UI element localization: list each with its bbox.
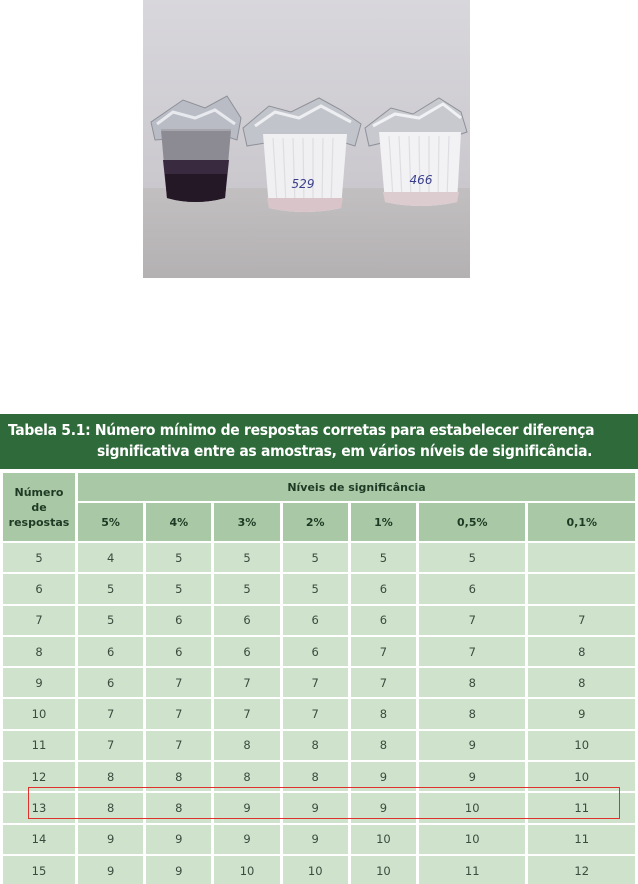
value-cell: 9 — [78, 825, 143, 854]
table-row — [3, 574, 635, 603]
level-header: 4% — [146, 503, 211, 541]
value-cell: 9 — [146, 856, 211, 884]
table-row — [3, 731, 635, 760]
value-cell: 6 — [146, 637, 211, 666]
value-cell: 9 — [283, 793, 348, 822]
row-number-cell: 15 — [3, 856, 75, 884]
value-cell: 6 — [146, 606, 211, 635]
value-cell: 8 — [214, 731, 279, 760]
row-header-line1: Número — [14, 485, 64, 499]
table-title-line1: Tabela 5.1: Número mínimo de respostas corretas para estabelecer diferença — [8, 421, 595, 439]
value-cell: 8 — [146, 793, 211, 822]
level-header: 5% — [78, 503, 143, 541]
row-number-cell: 12 — [3, 762, 75, 791]
value-cell: 11 — [419, 856, 525, 884]
value-cell: 6 — [283, 606, 348, 635]
table-caption — [0, 414, 638, 469]
table-title-line2: significativa entre as amostras, em vários níveis de significância. — [97, 442, 593, 460]
value-cell: 8 — [283, 731, 348, 760]
value-cell: 8 — [214, 762, 279, 791]
row-header-number-of-responses — [3, 473, 75, 541]
value-cell — [528, 574, 635, 603]
value-cell: 8 — [419, 668, 525, 697]
level-header: 2% — [283, 503, 348, 541]
value-cell: 8 — [528, 637, 635, 666]
sample-cups-photo — [143, 0, 470, 278]
value-cell: 5 — [214, 543, 279, 572]
value-cell: 6 — [419, 574, 525, 603]
value-cell: 9 — [419, 731, 525, 760]
table-row — [3, 637, 635, 666]
significance-table-section — [0, 414, 638, 884]
table-row — [3, 699, 635, 728]
row-number-cell: 6 — [3, 574, 75, 603]
value-cell: 9 — [214, 793, 279, 822]
value-cell: 8 — [351, 699, 416, 728]
row-number-cell: 9 — [3, 668, 75, 697]
value-cell: 5 — [214, 574, 279, 603]
value-cell: 7 — [283, 668, 348, 697]
value-cell: 9 — [351, 762, 416, 791]
value-cell: 7 — [78, 699, 143, 728]
value-cell: 11 — [528, 825, 635, 854]
value-cell: 6 — [351, 574, 416, 603]
value-cell: 9 — [78, 856, 143, 884]
value-cell: 5 — [78, 574, 143, 603]
value-cell: 10 — [214, 856, 279, 884]
group-header-significance-levels: Níveis de significância — [78, 473, 635, 501]
value-cell — [528, 543, 635, 572]
value-cell: 5 — [146, 543, 211, 572]
row-header-line2: de — [31, 500, 47, 514]
value-cell: 8 — [146, 762, 211, 791]
table-row — [3, 543, 635, 572]
value-cell: 10 — [528, 731, 635, 760]
cups-illustration — [143, 0, 470, 278]
cup-label-529: 529 — [291, 177, 315, 191]
row-number-cell: 8 — [3, 637, 75, 666]
value-cell: 10 — [419, 825, 525, 854]
row-number-cell: 11 — [3, 731, 75, 760]
value-cell: 5 — [146, 574, 211, 603]
value-cell: 7 — [214, 668, 279, 697]
value-cell: 7 — [146, 731, 211, 760]
value-cell: 7 — [419, 637, 525, 666]
value-cell: 10 — [351, 825, 416, 854]
table-row — [3, 825, 635, 854]
level-header: 3% — [214, 503, 279, 541]
value-cell: 9 — [146, 825, 211, 854]
cup-sample-466 — [365, 98, 467, 206]
value-cell: 7 — [528, 606, 635, 635]
level-header: 0,5% — [419, 503, 525, 541]
value-cell: 4 — [78, 543, 143, 572]
table-row — [3, 606, 635, 635]
value-cell: 11 — [528, 793, 635, 822]
value-cell: 9 — [351, 793, 416, 822]
value-cell: 5 — [78, 606, 143, 635]
cup-label-466: 466 — [409, 173, 433, 187]
value-cell: 6 — [78, 637, 143, 666]
level-header: 0,1% — [528, 503, 635, 541]
value-cell: 9 — [214, 825, 279, 854]
value-cell: 6 — [283, 637, 348, 666]
value-cell: 10 — [419, 793, 525, 822]
value-cell: 5 — [351, 543, 416, 572]
value-cell: 6 — [351, 606, 416, 635]
table-row — [3, 668, 635, 697]
value-cell: 5 — [283, 574, 348, 603]
row-header-line3: respostas — [8, 515, 70, 529]
value-cell: 9 — [419, 762, 525, 791]
cup-dark-sample — [151, 96, 241, 202]
table-row — [3, 793, 635, 822]
value-cell: 6 — [214, 637, 279, 666]
value-cell: 8 — [351, 731, 416, 760]
value-cell: 10 — [283, 856, 348, 884]
value-cell: 7 — [351, 668, 416, 697]
value-cell: 7 — [283, 699, 348, 728]
value-cell: 7 — [146, 668, 211, 697]
value-cell: 7 — [146, 699, 211, 728]
table-row — [3, 856, 635, 884]
value-cell: 7 — [419, 606, 525, 635]
table-row — [3, 762, 635, 791]
value-cell: 10 — [351, 856, 416, 884]
significance-table — [0, 471, 638, 884]
value-cell: 8 — [283, 762, 348, 791]
level-header: 1% — [351, 503, 416, 541]
value-cell: 7 — [214, 699, 279, 728]
value-cell: 8 — [78, 793, 143, 822]
row-number-cell: 13 — [3, 793, 75, 822]
value-cell: 7 — [351, 637, 416, 666]
row-number-cell: 10 — [3, 699, 75, 728]
row-number-cell: 14 — [3, 825, 75, 854]
row-number-cell: 5 — [3, 543, 75, 572]
value-cell: 6 — [214, 606, 279, 635]
row-number-cell: 7 — [3, 606, 75, 635]
value-cell: 12 — [528, 856, 635, 884]
value-cell: 8 — [419, 699, 525, 728]
value-cell: 5 — [419, 543, 525, 572]
value-cell: 7 — [78, 731, 143, 760]
cup-sample-529 — [243, 98, 361, 212]
value-cell: 9 — [528, 699, 635, 728]
value-cell: 8 — [528, 668, 635, 697]
value-cell: 5 — [283, 543, 348, 572]
value-cell: 9 — [283, 825, 348, 854]
value-cell: 8 — [78, 762, 143, 791]
value-cell: 10 — [528, 762, 635, 791]
value-cell: 6 — [78, 668, 143, 697]
